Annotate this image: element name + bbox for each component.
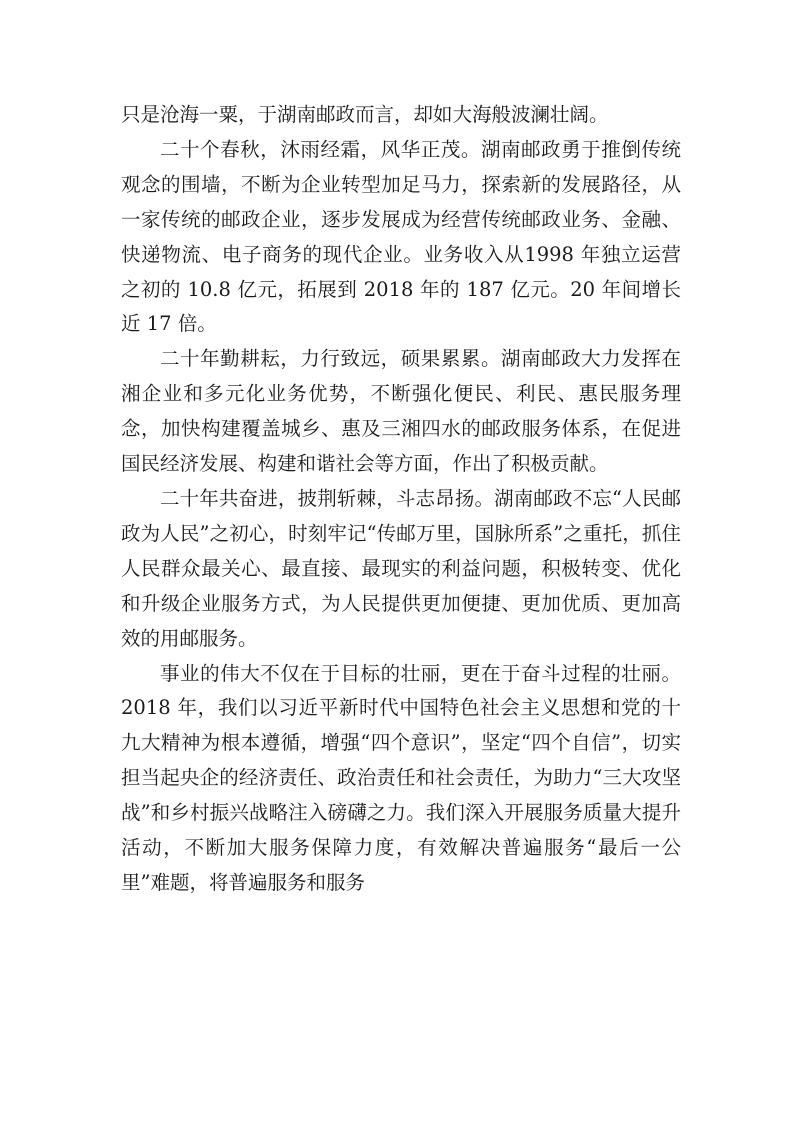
paragraph-1: 只是沧海一粟，于湖南邮政而言，却如大海般波澜壮阔。 [121,103,609,126]
body-text [121,98,681,901]
paragraph-5: 事业的伟大不仅在于目标的壮丽，更在于奋斗过程的壮丽。2018 年，我们以习近平新时代中国特色社会主义思想和党的十九大精神为根本遵循，增强“四个意识”，坚定“四个自信”，切实担当起央企的经济责任、政治责任和社会责任，为助力“三大攻坚战”和乡村振兴战略注入磅礴之力。我们深入开展服务质量大提升活动，不断加大服务保障力度，有效解决普遍服务“最后一公里”难题，将普遍服务和服务 [121,661,681,894]
paragraph-2: 二十个春秋，沐雨经霜，风华正茂。湖南邮政勇于推倒传统观念的围墙，不断为企业转型加足马力，探索新的发展路径，从一家传统的邮政企业，逐步发展成为经营传统邮政业务、金融、快递物流、电子商务的现代企业。业务收入从1998 年独立运营之初的 10.8 亿元，拓展到 2018 年的 187 亿元。20 年间增长近 17 倍。 [121,137,681,336]
paragraph-4: 二十年共奋进，披荆斩棘，斗志昂扬。湖南邮政不忘“人民邮政为人民”之初心，时刻牢记“传邮万里，国脉所系”之重托，抓住人民群众最关心、最直接、最现实的利益问题，积极转变、优化和升级企业服务方式，为人民提供更加便捷、更加优质、更加高效的用邮服务。 [121,486,681,650]
paragraph-3: 二十年勤耕耘，力行致远，硕果累累。湖南邮政大力发挥在湘企业和多元化业务优势，不断强化便民、利民、惠民服务理念，加快构建覆盖城乡、惠及三湘四水的邮政服务体系，在促进国民经济发展、构建和谐社会等方面，作出了积极贡献。 [121,347,681,476]
